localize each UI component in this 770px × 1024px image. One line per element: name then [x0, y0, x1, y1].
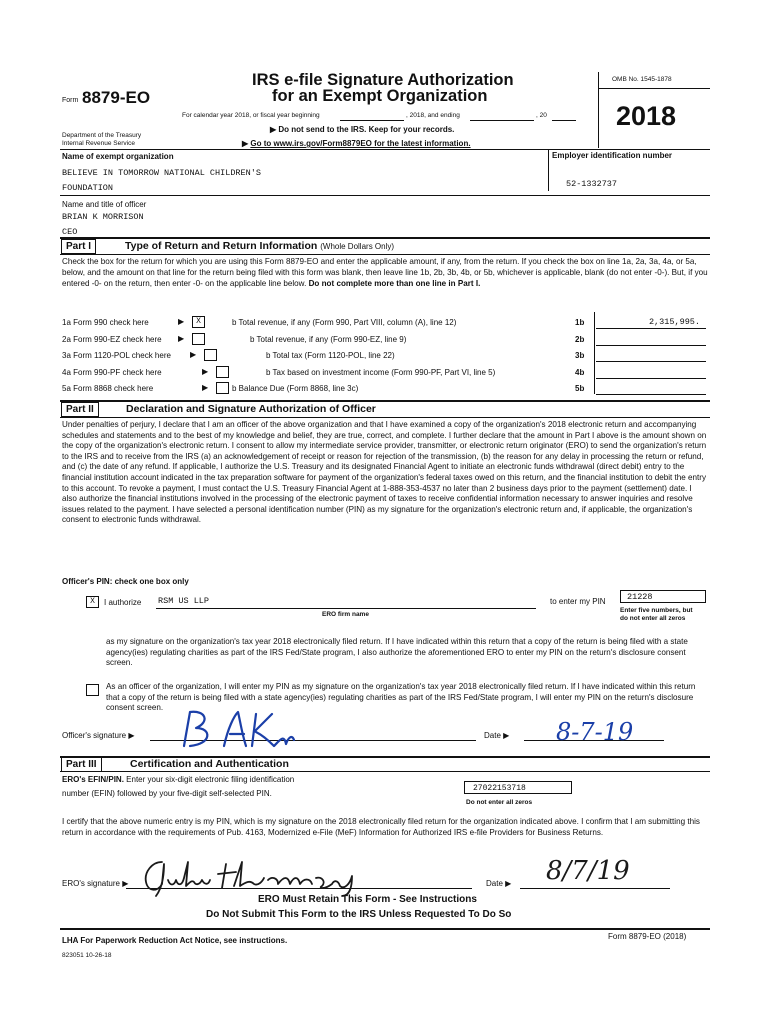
officer-enter-text: As an officer of the organization, I will enter my PIN as my signature on the organization's tax year 2018 electronically filed return. If I have indicated within this return that a copy of the return is being filed with a state agency(ies) regulating charities as part of the IRS Fed/State program, I will enter my PIN on the return's disclosure consent screen. — [106, 682, 696, 713]
ein-value: 52-1332737 — [566, 179, 618, 189]
line-1a-label: 1a Form 990 check here — [62, 318, 149, 327]
line-1b-label: b Total revenue, if any (Form 990, Part VIII, column (A), line 12) — [232, 318, 457, 327]
calendar-end: , 20 — [536, 112, 547, 119]
ero-efin-field[interactable]: 27022153718 — [464, 781, 572, 794]
line-4b-label: b Tax based on investment income (Form 990-PF, Part VI, line 5) — [266, 367, 496, 377]
arrow-right-icon: ▶ — [270, 125, 279, 134]
line-4a-checkbox[interactable] — [216, 366, 229, 378]
calendar-line: For calendar year 2018, or fiscal year beginning — [182, 112, 320, 119]
pin-heading: Officer's PIN: check one box only — [62, 577, 189, 586]
instruction-website: ▶ Go to www.irs.gov/Form8879EO for the latest information. — [242, 139, 471, 148]
line-5a-label: 5a Form 8868 check here — [62, 384, 154, 393]
part1-label: Part I — [61, 239, 96, 254]
part2-top-rule — [60, 400, 710, 402]
line-2b-number: 2b — [575, 334, 585, 344]
lha-notice: LHA For Paperwork Reduction Act Notice, see instructions. — [62, 936, 288, 945]
to-enter-pin: to enter my PIN — [550, 597, 606, 606]
line-2a-checkbox[interactable] — [192, 333, 205, 345]
part2-declaration: Under penalties of perjury, I declare that I am an officer of the above organization and that I have examined a copy of the organization's 2018 electronic return and accompanying schedules and statements and to the best of my knowledge and belief, they are true, correct, and complete. I further declare that the amount in Part I above is the amount shown on the copy of the organization's electronic return. I consent to allow my intermediate service provider, transmitter, or electronic return originator (ERO) to send the organization's return to the IRS and to receive from the IRS (a) an acknowledgement of receipt or reason for rejection of the transmission, (b) the reason for any delay in processing the return or refund, and (c) the date of any refund. If applicable, I authorize the U.S. Treasury and its designated Financial Agent to initiate an electronic funds withdrawal (direct debit) entry to the financial institution account indicated in the tax preparation software for payment of the organization's federal taxes owed on this return, and the financial institution to debit the entry to this account. To revoke a payment, I must contact the U.S. Treasury Financial Agent at 1-888-353-4537 no later than 2 business days prior to the payment (settlement) date. I also authorize the financial institutions involved in the processing of the electronic payment of taxes to receive confidential information necessary to answer inquiries and resolve issues related to the payment. I have selected a personal identification number (PIN) as my signature for the organization's electronic return and, if applicable, the organization's consent to electronic funds withdrawal. — [62, 420, 707, 525]
org-name-label: Name of exempt organization — [62, 152, 174, 161]
line-1b-number: 1b — [575, 318, 585, 327]
arrow-right-icon: ▶ — [242, 139, 251, 148]
org-name-line2: FOUNDATION — [62, 183, 114, 193]
form-code: 823051 10-26-18 — [62, 952, 112, 959]
line-5b-number: 5b — [575, 384, 585, 393]
line-1b-amount[interactable]: 2,315,995. — [648, 317, 700, 327]
ero-date-label: Date ▶ — [486, 879, 512, 888]
ein-label: Employer identification number — [552, 151, 673, 160]
arrow-right-icon: ▶ — [505, 879, 512, 888]
line-4b-amount-line — [596, 378, 706, 379]
officer-signature-label: Officer's signature ▶ — [62, 731, 135, 740]
officer-enter-checkbox[interactable] — [86, 684, 99, 696]
part1-title-rule — [60, 254, 710, 255]
part2-label: Part II — [61, 402, 99, 417]
line-1b-amount-line — [596, 328, 706, 329]
ero-firm-label: ERO firm name — [322, 611, 369, 618]
part3-title-rule — [60, 771, 710, 772]
ein-divider — [548, 149, 549, 191]
year-box-divider — [598, 72, 599, 148]
arrow-right-icon: ▶ — [178, 333, 185, 343]
arrow-right-icon: ▶ — [122, 879, 129, 888]
fiscal-end-line — [470, 120, 534, 121]
arrow-right-icon: ▶ — [128, 731, 135, 740]
line-3b-number: 3b — [575, 351, 585, 360]
ero-date-line — [520, 888, 670, 889]
as-my-signature-text: as my signature on the organization's tax year 2018 electronically filed return. If I have indicated within this return that a copy of the return is being filed with a state agency(ies) regulating charities as part of the IRS Fed/State program, I also authorize the aforementioned ERO to enter my PIN on the return's disclosure consent screen. — [106, 637, 688, 668]
part1-title: Type of Return and Return Information (Whole Dollars Only) — [125, 240, 395, 252]
form-title-line1: IRS e-file Signature Authorization — [252, 71, 514, 89]
irs-name: Internal Revenue Service — [62, 140, 135, 147]
officer-pin-field[interactable]: 21228 — [620, 590, 706, 603]
ero-certification: I certify that the above numeric entry is my PIN, which is my signature on the 2018 electronically filed return for the organization indicated above. I confirm that I am submitting this return in accordance with the requirements of Pub. 4163, Modernized e-File (MeF) Information for Authorized IRS e-file Providers for Business Returns. — [62, 817, 700, 837]
calendar-mid: , 2018, and ending — [406, 112, 460, 119]
omb-divider — [598, 88, 710, 89]
efin-note: Do not enter all zeros — [466, 799, 533, 806]
arrow-right-icon: ▶ — [202, 366, 209, 376]
part3-label: Part III — [61, 757, 102, 772]
line-5a-checkbox[interactable] — [216, 382, 229, 394]
authorize-label: I authorize — [104, 598, 142, 607]
ero-firm-line — [156, 608, 536, 609]
org-bottom-rule — [60, 195, 710, 196]
officer-signature — [176, 704, 296, 754]
line-5b-amount-line — [596, 394, 706, 395]
do-not-submit: Do Not Submit This Form to the IRS Unless Requested To Do So — [206, 909, 512, 920]
line-4a-label: 4a Form 990-PF check here — [62, 367, 162, 377]
ero-signature-label: ERO's signature ▶ — [62, 879, 129, 888]
line-3b-label: b Total tax (Form 1120-POL, line 22) — [266, 351, 395, 360]
instruction-keep: ▶ Do not send to the IRS. Keep for your records. — [270, 125, 455, 134]
line-5b-label: b Balance Due (Form 8868, line 3c) — [232, 384, 359, 393]
amount-column-divider — [594, 312, 595, 394]
line-3a-checkbox[interactable] — [204, 349, 217, 361]
part1-instructions: Check the box for the return for which you are using this Form 8879-EO and enter the applicable amount, if any, from the return. If you check the box on line 1a, 2a, 3a, 4a, or 5a, below, and the amount on that line for the return being filed with this form was blank, then leave line 1b, 2b, 3b, 4b, or 5b, whichever is applicable, blank (do not enter -0-). But, if you entered -0- on the return, then enter -0- on the applicable line below. Do not complete more than one line in Part I. — [62, 257, 708, 288]
officer-date-label: Date ▶ — [484, 731, 510, 740]
form-title-line2: for an Exempt Organization — [272, 87, 488, 105]
form-number: 8879-EO — [82, 88, 151, 107]
part2-title: Declaration and Signature Authorization of Officer — [126, 403, 376, 415]
line-4b-number: 4b — [575, 367, 585, 377]
ero-signature — [138, 856, 368, 898]
pin-note-line2: do not enter all zeros — [620, 615, 686, 622]
arrow-right-icon: ▶ — [190, 350, 197, 359]
officer-name: BRIAN K MORRISON — [62, 212, 144, 222]
fiscal-begin-line — [340, 120, 404, 121]
line-2b-amount-line — [596, 345, 706, 346]
arrow-right-icon: ▶ — [202, 383, 209, 392]
tax-year: 2018 — [616, 101, 677, 131]
line-2a-label: 2a Form 990-EZ check here — [62, 334, 162, 344]
officer-date-handwritten: 8-7-19 — [556, 718, 634, 746]
efin-label: ERO's EFIN/PIN. Enter your six-digit electronic filing identification — [62, 775, 295, 784]
part2-title-rule — [60, 417, 710, 418]
line-3b-amount-line — [596, 361, 706, 362]
ero-must-retain: ERO Must Retain This Form - See Instructions — [258, 894, 477, 905]
officer-title: CEO — [62, 227, 78, 237]
footer-rule — [60, 928, 710, 930]
arrow-right-icon: ▶ — [503, 731, 510, 740]
dept-treasury: Department of the Treasury — [62, 132, 142, 139]
part3-title: Certification and Authentication — [130, 758, 289, 770]
fiscal-end-year-line — [552, 120, 576, 121]
officer-name-label: Name and title of officer — [62, 200, 147, 209]
form-reference: Form 8879-EO (2018) — [608, 932, 687, 941]
header-bottom-rule — [60, 149, 710, 150]
part1-top-rule — [60, 237, 710, 239]
form-prefix: Form — [62, 97, 79, 104]
arrow-right-icon: ▶ — [178, 317, 185, 326]
pin-note-line1: Enter five numbers, but — [620, 607, 693, 614]
efin-label-line2: number (EFIN) followed by your five-digit self-selected PIN. — [62, 789, 272, 798]
line-2b-label: b Total revenue, if any (Form 990-EZ, line 9) — [250, 334, 407, 344]
ero-firm-name: RSM US LLP — [158, 596, 210, 606]
line-1a-checkbox[interactable]: X — [192, 316, 205, 328]
authorize-checkbox[interactable]: X — [86, 596, 99, 608]
org-name-line1: BELIEVE IN TOMORROW NATIONAL CHILDREN'S — [62, 168, 261, 178]
ero-date-handwritten: 8/7/19 — [546, 856, 630, 886]
line-3a-label: 3a Form 1120-POL check here — [62, 351, 171, 360]
omb-number: OMB No. 1545-1878 — [612, 76, 672, 83]
